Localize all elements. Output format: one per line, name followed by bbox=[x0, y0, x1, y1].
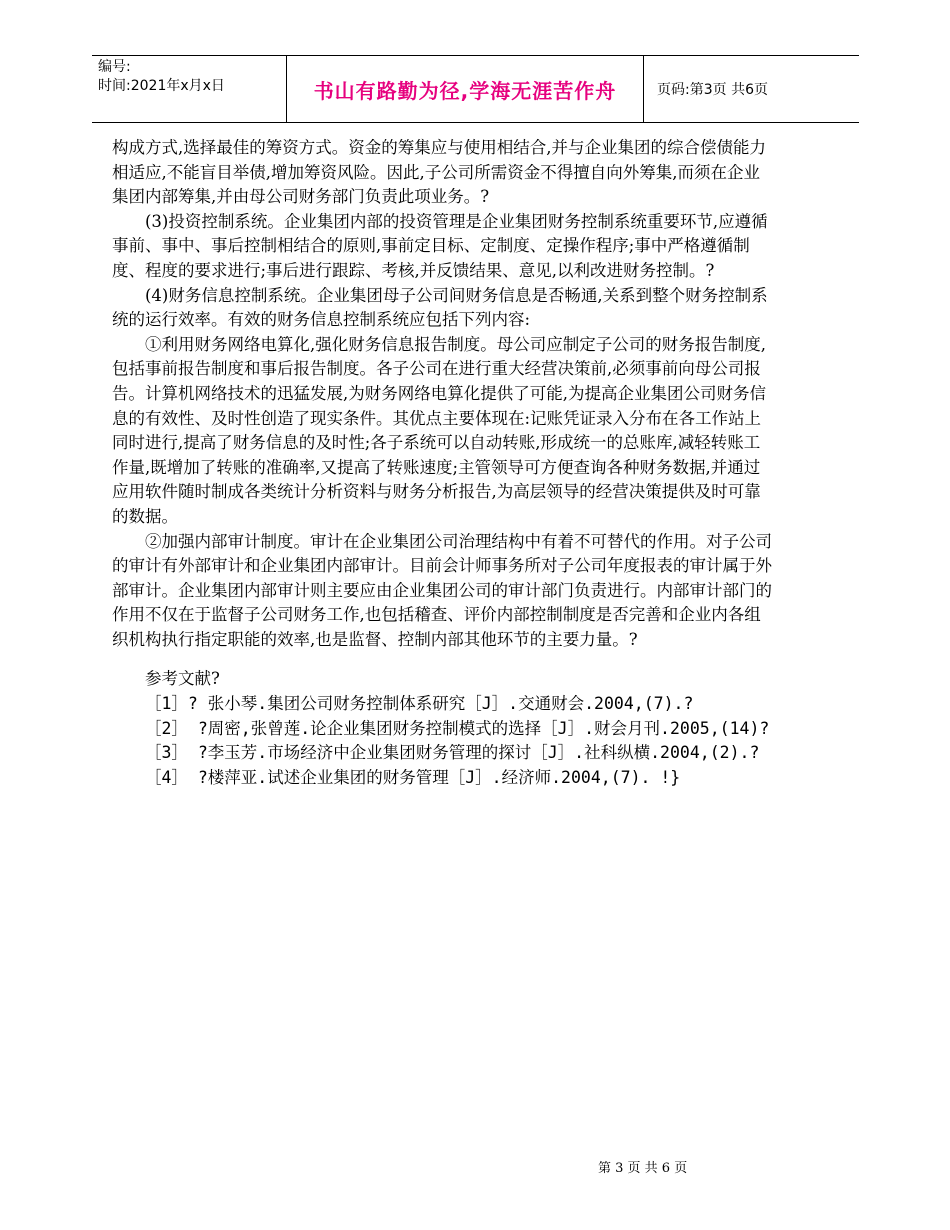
paragraph-continuation: 构成方式,选择最佳的筹资方式。资金的筹集应与使用相结合,并与企业集团的综合偿债能力相适应,不能盲目举债,增加筹资风险。因此,子公司所需资金不得擅自向外筹集,而须在企业集团内部筹集,并由母公司财务部门负责此项业务。? bbox=[112, 138, 766, 207]
header-page-label: 页码:第3页 共6页 bbox=[657, 82, 768, 98]
paragraph-information-control: (4)财务信息控制系统。企业集团母子公司间财务信息是否畅通,关系到整个财务控制系统的运行效率。有效的财务信息控制系统应包括下列内容: bbox=[112, 285, 768, 330]
page-header bbox=[92, 55, 859, 123]
time-label: 时间:2021年x月x日 bbox=[98, 78, 225, 94]
paragraph-network-reporting: ①利用财务网络电算化,强化财务信息报告制度。母公司应制定子公司的财务报告制度,包括事前报告制度和事后报告制度。各子公司在进行重大经营决策前,必须事前向母公司报告。计算机网络技术的迅猛发展,为财务网络电算化提供了可能,为提高企业集团公司财务信息的有效性、及时性创造了现实条件。其优点主要体现在:记账凭证录入分布在各工作站上同时进行,提高了财务信息的及时性;各子系统可以自动转账,形成统一的总账库,减轻转账工作量,既增加了转账的准确率,又提高了转账速度;主管领导可方便查询各种财务数据,并通过应用软件随时制成各类统计分析资料与财务分析报告,为高层领导的经营决策提供及时可靠的数据。 bbox=[112, 334, 766, 526]
header-motto: 书山有路勤为径,学海无涯苦作舟 bbox=[286, 56, 644, 122]
reference-item: ［1］? 张小琴.集团公司财务控制体系研究［J］.交通财会.2004,(7).? bbox=[145, 694, 694, 714]
page-footer: 第 3 页 共 6 页 bbox=[598, 1161, 688, 1176]
header-info bbox=[98, 58, 286, 96]
reference-item: ［3］ ?李玉芳.市场经济中企业集团财务管理的探讨［J］.社科纵横.2004,(2).? bbox=[145, 743, 760, 763]
reference-item: ［2］ ?周密,张曾莲.论企业集团财务控制模式的选择［J］.财会月刊.2005,(14)? bbox=[145, 718, 770, 738]
paragraph-internal-audit: ②加强内部审计制度。审计在企业集团公司治理结构中有着不可替代的作用。对子公司的审计有外部审计和企业集团内部审计。目前会计师事务所对子公司年度报表的审计属于外部审计。企业集团内部审计则主要应由企业集团公司的审计部门负责进行。内部审计部门的作用不仅在于监督子公司财务工作,也包括稽查、评价内部控制制度是否完善和企业内各组织机构执行指定职能的效率,也是监督、控制内部其他环节的主要力量。? bbox=[112, 531, 772, 649]
number-label: 编号: bbox=[98, 59, 131, 75]
references-title: 参考文献? bbox=[145, 669, 220, 689]
document-body bbox=[112, 136, 772, 790]
reference-item: ［4］ ?楼萍亚.试述企业集团的财务管理［J］.经济师.2004,(7). !} bbox=[145, 767, 681, 787]
references-section bbox=[112, 667, 772, 790]
paragraph-investment-control: (3)投资控制系统。企业集团内部的投资管理是企业集团财务控制系统重要环节,应遵循事前、事中、事后控制相结合的原则,事前定目标、定制度、定操作程序;事中严格遵循制度、程度的要求进行;事后进行跟踪、考核,并反馈结果、意见,以利改进财务控制。? bbox=[112, 211, 768, 280]
